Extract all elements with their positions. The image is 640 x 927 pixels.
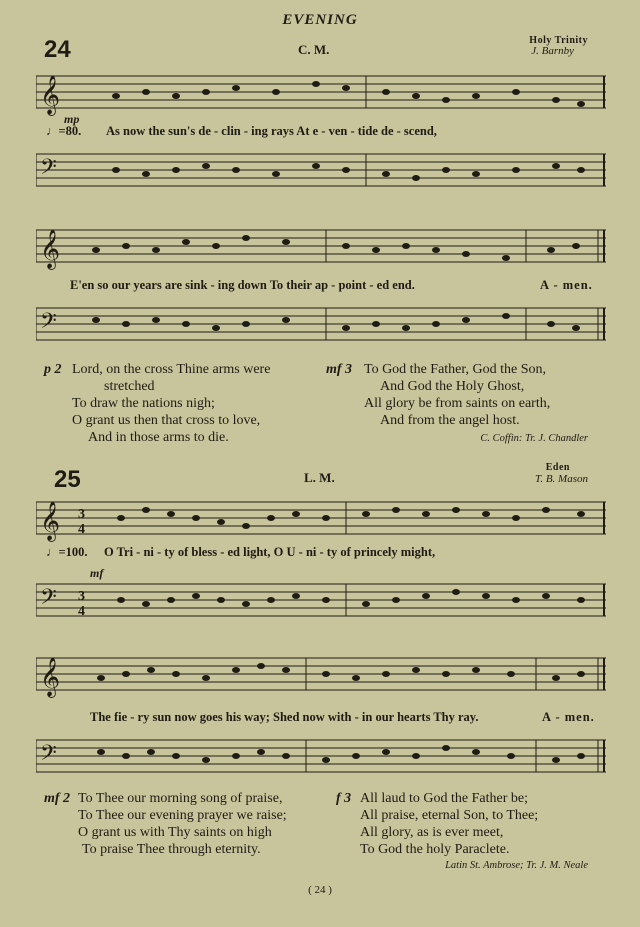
hymn-number-24: 24 bbox=[44, 36, 71, 63]
hymn25-bass-staff-2 bbox=[36, 726, 606, 788]
verse-line: To Thee our morning song of praise, bbox=[78, 791, 283, 806]
hymn24-bass-staff-2 bbox=[36, 294, 606, 356]
hymn24-credit: C. Coffin: Tr. J. Chandler bbox=[480, 433, 588, 444]
page-number: ( 24 ) bbox=[308, 884, 332, 896]
verse-line: And from the angel host. bbox=[380, 413, 520, 428]
hymn-number-25: 25 bbox=[54, 466, 81, 493]
verse-line: To Thee our evening prayer we raise; bbox=[78, 808, 287, 823]
verse-line: All glory, as is ever meet, bbox=[360, 825, 504, 840]
svg-text:𝄢: 𝄢 bbox=[40, 585, 57, 614]
verse-line: stretched bbox=[104, 379, 155, 394]
hymn25-verse-2 bbox=[78, 790, 338, 858]
svg-text:𝄢: 𝄢 bbox=[40, 741, 57, 770]
hymn24-tempo: ♩=80. bbox=[46, 124, 82, 138]
hymn25-lyric-line-1: O Tri - ni - ty of bless - ed light, O U - ni - ty of princely might, bbox=[104, 545, 436, 559]
hymn24-treble-staff-2 bbox=[36, 220, 606, 282]
hymn25-lyric-line-2: The fie - ry sun now goes his way; Shed now with - in our hearts Thy ray. bbox=[90, 710, 479, 724]
hymn25-composer: T. B. Mason bbox=[535, 473, 588, 485]
hymn25-credit: Latin St. Ambrose; Tr. J. M. Neale bbox=[445, 860, 588, 871]
hymn24-treble-staff-1 bbox=[36, 66, 606, 128]
hymn24-dynamic-mp: mp bbox=[64, 112, 80, 126]
hymn24-lyric-line-1: As now the sun's de - clin - ing rays At e - ven - tide de - scend, bbox=[106, 124, 437, 138]
verse-line: All glory be from saints on earth, bbox=[364, 396, 551, 411]
svg-text:4: 4 bbox=[78, 604, 85, 619]
verse-line: To God the Father, God the Son, bbox=[364, 362, 546, 377]
hymn25-verse2-marker: mf 2 bbox=[44, 791, 71, 806]
verse-line: All praise, eternal Son, to Thee; bbox=[360, 808, 539, 823]
hymn25-amen: A - men. bbox=[542, 710, 595, 724]
hymn24-tune-name: Holy Trinity bbox=[529, 35, 588, 46]
page-title: EVENING bbox=[282, 12, 358, 28]
svg-text:3: 3 bbox=[78, 507, 85, 522]
svg-text:𝄢: 𝄢 bbox=[40, 155, 57, 184]
hymn24-verse-2 bbox=[72, 361, 342, 446]
hymn24-verse-3 bbox=[364, 361, 614, 429]
hymn25-meter: L. M. bbox=[304, 470, 335, 485]
verse-line: All laud to God the Father be; bbox=[360, 791, 528, 806]
verse-line: To God the holy Paraclete. bbox=[360, 842, 510, 857]
hymn25-tune-name: Eden bbox=[545, 462, 570, 473]
svg-text:𝄞: 𝄞 bbox=[40, 231, 61, 268]
hymn25-verse-3 bbox=[360, 790, 620, 858]
hymn25-verse3-marker: f 3 bbox=[336, 791, 352, 806]
svg-text:𝄞: 𝄞 bbox=[40, 503, 61, 540]
hymn24-bass-staff-1 bbox=[36, 140, 606, 202]
svg-text:3: 3 bbox=[78, 589, 85, 604]
verse-line: To praise Thee through eternity. bbox=[82, 842, 261, 857]
hymn24-lyric-line-2: E'en so our years are sink - ing down To their ap - point - ed end. bbox=[70, 278, 415, 292]
verse-line: And God the Holy Ghost, bbox=[380, 379, 525, 394]
hymn24-verse3-marker: mf 3 bbox=[326, 362, 353, 377]
verse-line: To draw the nations nigh; bbox=[72, 396, 215, 411]
svg-text:𝄞: 𝄞 bbox=[40, 659, 61, 696]
verse-line: And in those arms to die. bbox=[88, 430, 229, 445]
verse-line: O grant us then that cross to love, bbox=[72, 413, 261, 428]
verse-line: O grant us with Thy saints on high bbox=[78, 825, 272, 840]
hymn25-dynamic-mf: mf bbox=[90, 566, 104, 580]
svg-text:𝄢: 𝄢 bbox=[40, 309, 57, 338]
hymn25-tempo: ♩=100. bbox=[46, 545, 88, 559]
hymn24-composer: J. Barnby bbox=[531, 45, 574, 57]
hymn24-meter: C. M. bbox=[298, 42, 330, 57]
hymn24-amen: A - men. bbox=[540, 278, 593, 292]
svg-text:𝄞: 𝄞 bbox=[40, 77, 61, 114]
svg-text:4: 4 bbox=[78, 522, 85, 537]
verse-line: Lord, on the cross Thine arms were bbox=[72, 362, 271, 377]
hymn25-treble-staff-2 bbox=[36, 648, 606, 710]
hymn25-bass-staff-1 bbox=[36, 570, 606, 632]
hymn24-verse2-marker: p 2 bbox=[44, 362, 62, 377]
